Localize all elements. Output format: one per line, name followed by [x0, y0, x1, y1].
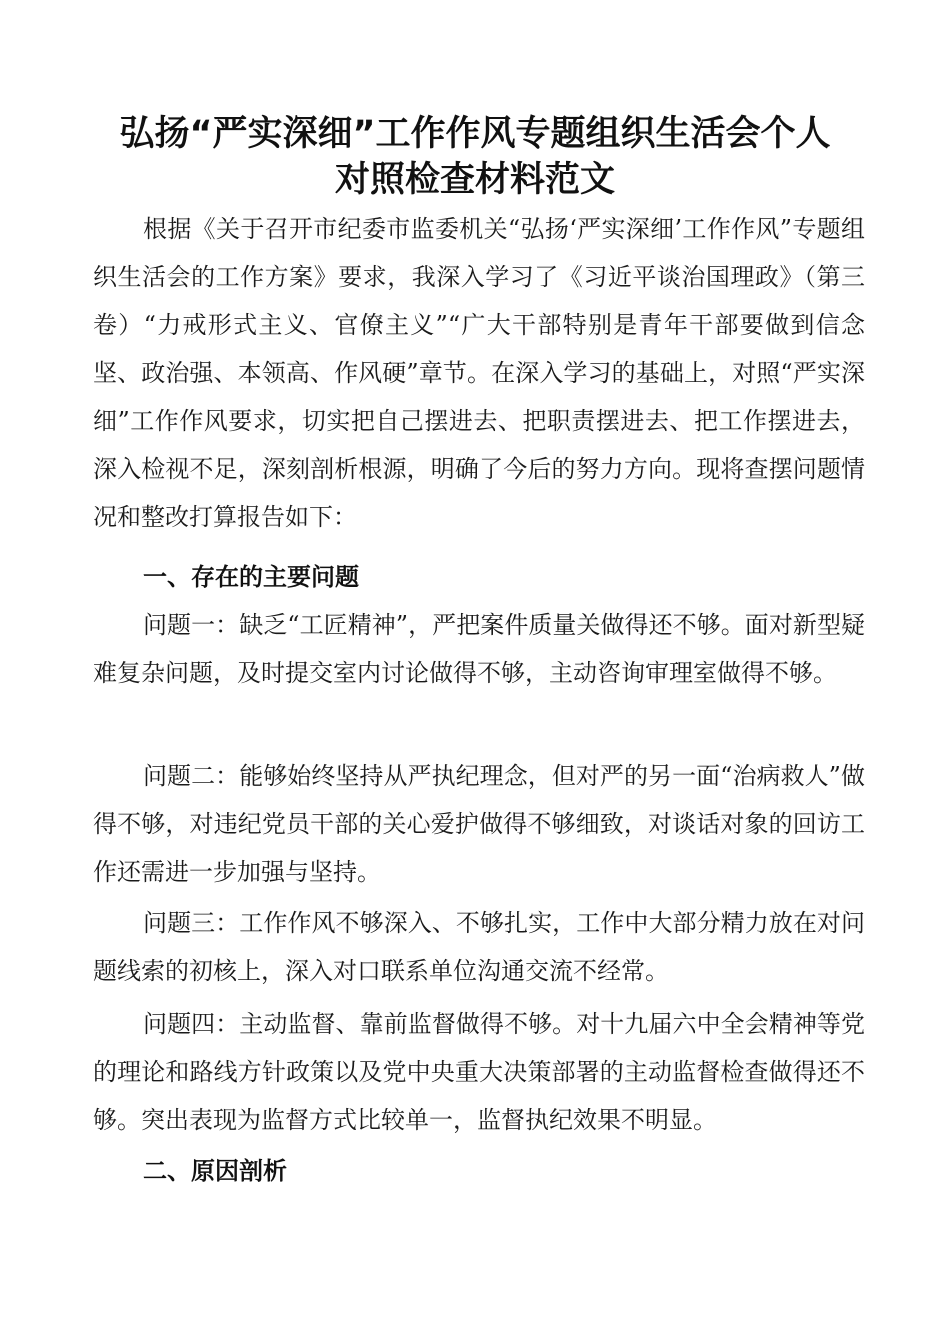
section-heading-problems: 一、存在的主要问题 [143, 563, 359, 591]
problem-two-paragraph: 问题二：能够始终坚持从严执纪理念，但对严的另一面“治病救人”做得不够，对违纪党员干部的关心爱护做得不够细致，对谈话对象的回访工作还需进一步加强与坚持。 [93, 762, 865, 886]
document-title-line2: 对照检查材料范文 [334, 160, 615, 200]
intro-paragraph: 根据《关于召开市纪委市监委机关“弘扬‘严实深细’工作作风”专题组织生活会的工作方案》要求，我深入学习了《习近平谈治国理政》（第三卷）“力戒形式主义、官僚主义”“广大干部特别是青年干部要做到信念坚、政治强、本领高、作风硬”章节。在深入学习的基础上，对照“严实深细”工作作风要求，切实把自己摆进去、把职责摆进去、把工作摆进去，深入检视不足，深刻剖析根源，明确了今后的努力方向。现将查摆问题情况和整改打算报告如下： [93, 215, 865, 531]
problem-four-paragraph: 问题四：主动监督、靠前监督做得不够。对十九届六中全会精神等党的理论和路线方针政策以及党中央重大决策部署的主动监督检查做得还不够。突出表现为监督方式比较单一，监督执纪效果不明显。 [93, 1010, 865, 1134]
problem-one-paragraph: 问题一：缺乏“工匠精神”，严把案件质量关做得还不够。面对新型疑难复杂问题，及时提交室内讨论做得不够，主动咨询审理室做得不够。 [93, 611, 865, 687]
document-title-line1: 弘扬“严实深细”工作作风专题组织生活会个人 [119, 114, 831, 154]
problem-three-paragraph: 问题三：工作作风不够深入、不够扎实，工作中大部分精力放在对问题线索的初核上，深入对口联系单位沟通交流不经常。 [93, 909, 865, 985]
section-heading-cause-analysis: 二、原因剖析 [143, 1157, 287, 1185]
